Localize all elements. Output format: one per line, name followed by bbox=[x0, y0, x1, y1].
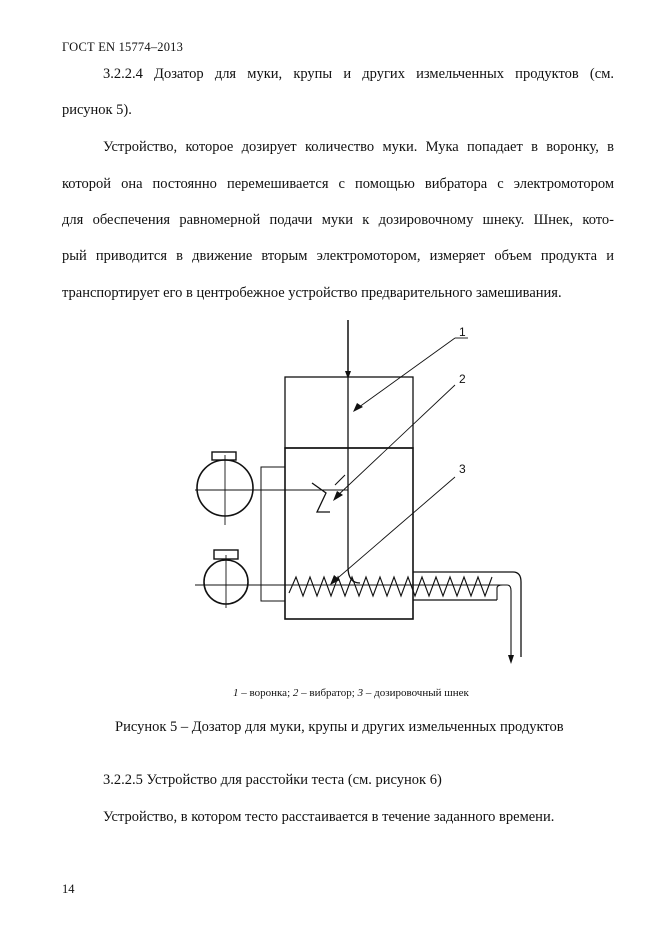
legend-number-3: 3 bbox=[357, 687, 364, 699]
paragraph-line-3: для обеспечения равномерной подачи муки к дозировочному шнеку. Шнек, кото- bbox=[62, 212, 614, 228]
dosing-screw bbox=[289, 577, 492, 596]
hopper-upper-section bbox=[285, 377, 413, 448]
section-3-2-2-4-heading-line2: рисунок 5). bbox=[62, 102, 132, 118]
figure-5-doser-diagram bbox=[185, 315, 535, 675]
section-3-2-2-4-heading-line1: 3.2.2.4 Дозатор для муки, крупы и других измельченных продуктов (см. bbox=[103, 66, 614, 82]
section-3-2-2-5-heading: 3.2.2.5 Устройство для расстойки теста (см. рисунок 6) bbox=[103, 772, 442, 788]
paragraph-line-1: Устройство, которое дозирует количество муки. Мука попадает в воронку, в bbox=[103, 139, 614, 155]
motor-mounting-frame bbox=[261, 467, 285, 601]
feed-arrow bbox=[345, 371, 351, 379]
figure-5-legend bbox=[233, 687, 469, 699]
figure-5-caption: Рисунок 5 – Дозатор для муки, крупы и других измельченных продуктов bbox=[115, 719, 564, 735]
legend-number-2: 2 bbox=[292, 687, 299, 699]
legend-text-3: – дозировочный шнек bbox=[363, 687, 469, 699]
callout-3-label: 3 bbox=[459, 462, 466, 476]
callout-2-leader bbox=[335, 385, 455, 498]
vibrator bbox=[312, 483, 330, 512]
page-number: 14 bbox=[62, 882, 75, 896]
section-3-2-2-5-text: Устройство, в котором тесто расстаивается в течение заданного времени. bbox=[103, 809, 555, 825]
output-arrow bbox=[508, 655, 514, 664]
callout-3-leader bbox=[332, 477, 455, 583]
doser-drawing bbox=[185, 315, 535, 675]
paragraph-line-5: транспортирует его в центробежное устройство предварительного замешивания. bbox=[62, 285, 562, 301]
document-code-header: ГОСТ EN 15774–2013 bbox=[62, 40, 184, 54]
callout-1-label: 1 bbox=[459, 325, 466, 339]
legend-text-2: – вибратор; bbox=[298, 687, 358, 699]
legend-number-1: 1 bbox=[233, 687, 239, 699]
paragraph-line-2: которой она постоянно перемешивается с помощью вибратора с электромотором bbox=[62, 176, 614, 192]
paragraph-line-4: рый приводится в движение вторым электромотором, измеряет объем продукта и bbox=[62, 248, 614, 264]
feed-tube bbox=[348, 320, 360, 583]
legend-text-1: – воронка; bbox=[238, 687, 293, 699]
callout-2-label: 2 bbox=[459, 372, 466, 386]
